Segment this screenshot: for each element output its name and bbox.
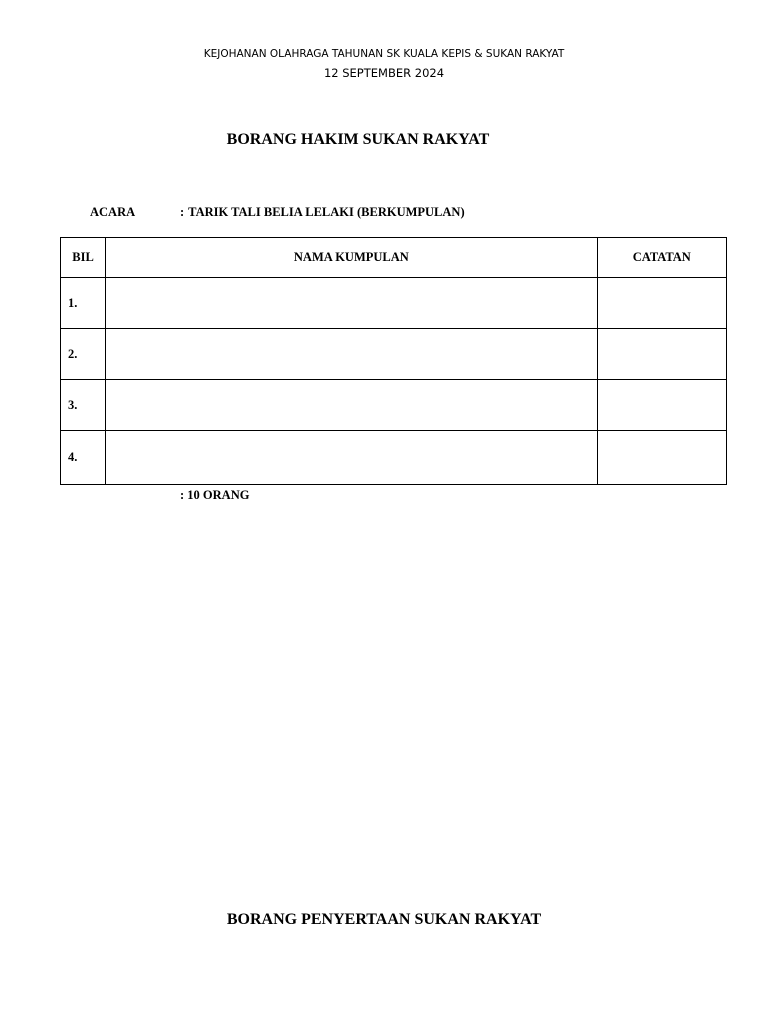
event-row <box>90 205 465 220</box>
header-nama-kumpulan: NAMA KUMPULAN <box>106 238 597 278</box>
judge-form-title: BORANG HAKIM SUKAN RAKYAT <box>226 131 490 148</box>
event-value: TARIK TALI BELIA LELAKI (BERKUMPULAN) <box>188 205 465 219</box>
cell-bil: 4. <box>61 431 106 485</box>
event-separator: : <box>180 205 185 219</box>
cell-nama-kumpulan[interactable] <box>106 278 597 329</box>
header-bil: BIL <box>61 238 106 278</box>
table-row <box>61 278 727 329</box>
table-header-row <box>61 238 727 278</box>
cell-nama-kumpulan[interactable] <box>106 329 597 380</box>
header-event-name: KEJOHANAN OLAHRAGA TAHUNAN SK KUALA KEPIS & SUKAN RAKYAT <box>203 48 565 60</box>
cell-catatan[interactable] <box>597 431 726 485</box>
cell-nama-kumpulan[interactable] <box>106 380 597 431</box>
cell-nama-kumpulan[interactable] <box>106 431 597 485</box>
cell-bil: 2. <box>61 329 106 380</box>
judge-table <box>60 237 727 485</box>
header-catatan: CATATAN <box>597 238 726 278</box>
table-row <box>61 329 727 380</box>
table-row <box>61 380 727 431</box>
participants-count: : 10 ORANG <box>180 488 250 502</box>
table-row <box>61 431 727 485</box>
cell-catatan[interactable] <box>597 278 726 329</box>
cell-bil: 3. <box>61 380 106 431</box>
event-label: ACARA <box>90 205 136 219</box>
cell-bil: 1. <box>61 278 106 329</box>
cell-catatan[interactable] <box>597 380 726 431</box>
header-date: 12 SEPTEMBER 2024 <box>323 66 445 80</box>
entry-form-title: BORANG PENYERTAAN SUKAN RAKYAT <box>226 911 542 928</box>
cell-catatan[interactable] <box>597 329 726 380</box>
